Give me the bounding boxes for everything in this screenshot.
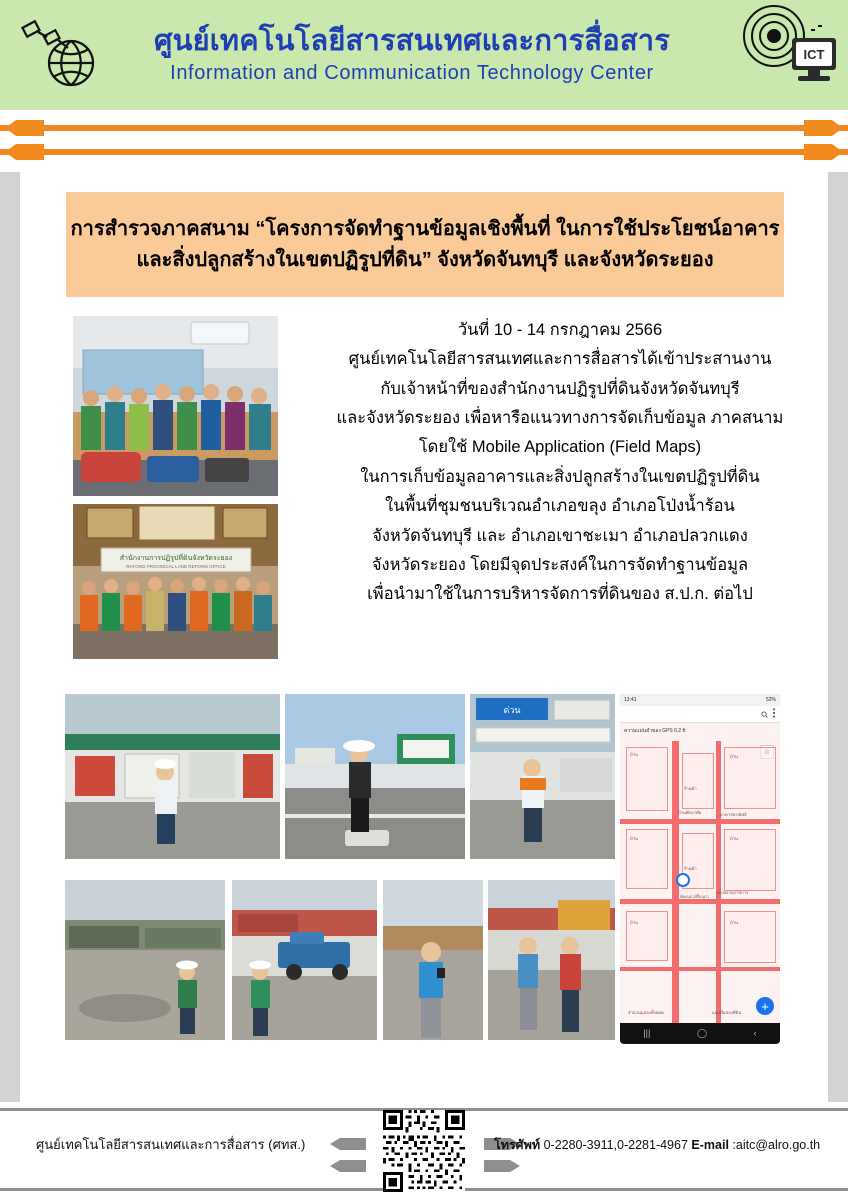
photo-field-shop-survey [65,694,280,859]
home-icon[interactable]: ◯ [696,1027,708,1038]
decorative-arrow-ribbons [0,110,848,172]
description-block [320,316,800,610]
map-label: ห้องแถว/ตึกแถว [680,894,709,899]
poster-title-box [66,192,784,297]
map-label: บ้าน [630,920,638,925]
map-label: บ้าน [730,754,738,759]
map-label: ร้านค้า [684,786,697,791]
footer-contact [494,1135,820,1155]
footer-arrow-left-2 [340,1160,366,1172]
recents-icon[interactable]: ||| [643,1028,651,1038]
map-label: บ้าน [630,836,638,841]
phone-navigation-bar[interactable] [620,1023,780,1043]
page-header [0,0,848,110]
map-label: อาคารพาณิชย์ [720,812,747,817]
description-line-7: จังหวัดจันทบุรี และ อำเภอเขาชะเมา อำเภอปลวกแดง [372,526,748,545]
description-line-9: เพื่อนำมาใช้ในการบริหารจัดการที่ดินของ ส.ป.ก. ต่อไป [367,585,753,604]
content-sheet [20,170,828,1102]
map-road-horizontal-1 [620,819,780,824]
add-feature-button[interactable]: + [756,997,774,1015]
photo-field-signboard-survey [470,694,615,859]
gps-accuracy-label: ความแม่นยำของ GPS 6.2 ft [624,728,686,734]
map-road-horizontal-3 [620,967,780,971]
arrow-left-bottom [16,144,44,160]
photo-field-two-officers [488,880,615,1040]
map-canvas[interactable] [620,723,780,1023]
status-time: 13:41 [624,697,637,703]
svg-text:สำนักงานการปฏิรูปที่ดินจังหวัด: สำนักงานการปฏิรูปที่ดินจังหวัดระยอง [119,555,233,562]
arrow-right-top [804,120,832,136]
ribbon-line-top [0,125,848,131]
description-line-0: วันที่ 10 - 14 กรกฎาคม 2566 [457,321,663,339]
photo-field-roadside-survey [285,694,465,859]
footer-arrow-left-1 [340,1138,366,1150]
description-line-5: ในการเก็บข้อมูลอาคารและสิ่งปลูกสร้างในเขตปฏิรูปที่ดิน [360,467,760,486]
map-label: บ้านพักอาศัย [678,810,702,815]
poster-title [71,214,780,276]
photo-field-market-survey [65,880,225,1040]
map-current-location-pin [676,873,690,887]
header-title-th: ศูนย์เทคโนโลยีสารสนเทศและการสื่อสาร [153,24,671,57]
header-title-en: Information and Communication Technology Center [170,62,654,85]
description-line-1: ศูนย์เทคโนโลยีสารสนเทศและการสื่อสารได้เข้าประสานงาน [348,350,772,369]
arrow-left-top [16,120,44,136]
footer-email-label: E-mail [691,1138,729,1152]
map-label: ร้านค้า [684,866,697,871]
footer-arrow-right-2 [484,1160,510,1172]
phone-status-bar [620,694,780,706]
search-icon[interactable] [761,705,768,723]
photo-rayong-office-group [73,504,278,659]
satellite-globe-icon [0,0,108,110]
photo-field-truck-survey [232,880,377,1040]
map-label: แผนที่แปลงที่ดิน [712,1010,742,1015]
map-label: หน่วยงานราชการ [716,890,749,895]
arrow-right-bottom [804,144,832,160]
photo-field-street-survey [383,880,483,1040]
map-parcel [682,753,714,809]
photo-office-group [73,316,278,496]
description-line-8: จังหวัดระยอง โดยมีจุดประสงค์ในการจัดทำฐานข้อมูล [371,555,749,574]
footer-phone-value: 0-2280-3911,0-2281-4967 [543,1138,688,1152]
status-battery: 52% [765,697,776,703]
map-label: บ้าน [730,836,738,841]
ict-monitor-icon [736,0,848,110]
map-label: บ้าน [630,752,638,757]
svg-text:RAYONG PROVINCIAL LAND REFORM: RAYONG PROVINCIAL LAND REFORM OFFICE [126,564,226,569]
page-footer [0,1102,848,1200]
header-title-block [108,25,736,85]
overflow-menu-icon[interactable] [772,705,776,723]
phone-search-bar[interactable] [620,706,780,723]
mobile-field-maps-screenshot [620,694,780,1044]
footer-org-name: ศูนย์เทคโนโลยีสารสนเทศและการสื่อสาร (ศทส.) [36,1137,306,1152]
description-line-6: ในพื้นที่ชุมชนบริเวณอำเภอขลุง อำเภอโป่งน้ำร้อน [385,497,735,516]
map-label: บ้าน [730,920,738,925]
svg-text:ด่วน: ด่วน [503,705,521,715]
qr-code[interactable] [383,1110,465,1192]
svg-text:ICT: ICT [803,47,825,62]
ribbon-line-bottom [0,149,848,155]
description-line-2: กับเจ้าหน้าที่ของสำนักงานปฏิรูปที่ดินจังหวัดจันทบุรี [380,379,740,398]
description-line-3: และจังหวัดระยอง เพื่อหารือแนวทางการจัดเก็บข้อมูล ภาคสนาม [336,409,784,428]
footer-email-value[interactable]: :aitc@alro.go.th [732,1138,821,1152]
poster-title-line2: และสิ่งปลูกสร้างในเขตปฏิรูปที่ดิน” จังหวัดจันทบุรี และจังหวัดระยอง [136,248,714,271]
poster-title-line1: การสำรวจภาคสนาม “โครงการจัดทำฐานข้อมูลเชิงพื้นที่ ในการใช้ประโยชน์อาคาร [70,217,780,240]
map-road-vertical-second [716,741,721,1023]
description-line-4: โดยใช้ Mobile Application (Field Maps) [418,438,702,457]
footer-phone-label: โทรศัพท์ [494,1138,541,1152]
back-arrow-icon[interactable]: ‹ [753,1028,757,1038]
map-label: จำนวนแปลงทั้งหมด [628,1010,664,1015]
